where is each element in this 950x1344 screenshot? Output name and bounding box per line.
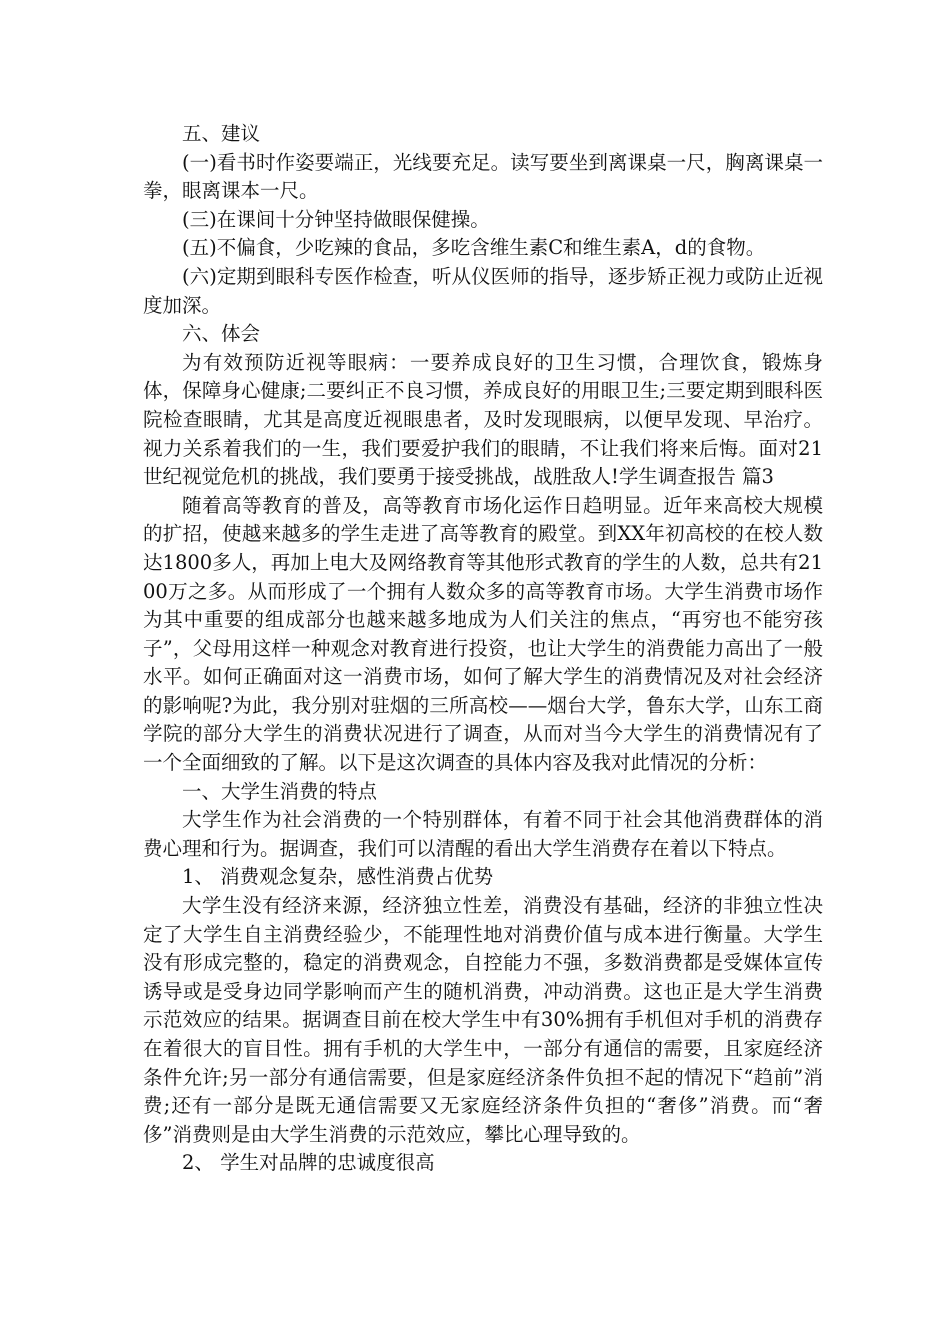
suggestion-3-paragraph: (三)在课间十分钟坚持做眼保健操。 (182, 207, 490, 231)
subheading-brand-loyalty: 2、 学生对品牌的忠诚度很高 (182, 1151, 435, 1175)
suggestion-6-paragraph: (六)定期到眼科专医作检查，听从仪医师的指导，逐步矫正视力或防止近视度加深。 (143, 264, 823, 317)
subheading-consumption-concept: 1、 消费观念复杂，感性消费占优势 (182, 865, 494, 889)
consumption-concept-paragraph: 大学生没有经济来源，经济独立性差，消费没有基础，经济的非独立性决定了大学生自主消费经验少，不能理性地对消费价值与成本进行衡量。大学生没有形成完整的，稳定的消费观念，自控能力不强，多数消费都是受媒体宣传诱导或是受身边同学影响而产生的随机消费，冲动消费。这也正是大学生消费示范效应的结果。据调查目前在校大学生中有30%拥有手机但对手机的消费存在着很大的盲目性。拥有手机的大学生中，一部分有通信的需要，且家庭经济条件允许;另一部分有通信需要，但是家庭经济条件负担不起的情况下“趋前”消费;还有一部分是既无通信需要又无家庭经济条件负担的“奢侈”消费。而“奢侈”消费则是由大学生消费的示范效应，攀比心理导致的。 (143, 894, 823, 1146)
section-heading-reflection: 六、体会 (182, 322, 261, 346)
suggestion-5-paragraph: (五)不偏食，少吃辣的食品，多吃含维生素C和维生素A，d的食物。 (182, 236, 766, 260)
section-heading-suggestions: 五、建议 (182, 122, 261, 145)
intro-paragraph: 随着高等教育的普及，高等教育市场化运作日趋明显。近年来高校大规模的扩招，使越来越多的学生走进了高等教育的殿堂。到XX年初高校的在校人数达1800多人，再加上电大及网络教育等其他形式教育的学生的人数，总共有2100万之多。从而形成了一个拥有人数众多的高等教育市场。大学生消费市场作为其中重要的组成部分也越来越多地成为人们关注的焦点，“再穷也不能穷孩子”，父母用这样一种观念对教育进行投资，也让大学生的消费能力高出了一般水平。如何正确面对这一消费市场，如何了解大学生的消费情况及对社会经济的影响呢?为此，我分别对驻烟的三所高校——烟台大学，鲁东大学，山东工商学院的部分大学生的消费状况进行了调查，从而对当今大学生的消费情况有了一个全面细致的了解。以下是这次调查的具体内容及我对此情况的分析： (143, 493, 823, 775)
features-intro-paragraph: 大学生作为社会消费的一个特别群体，有着不同于社会其他消费群体的消费心理和行为。据调查，我们可以清醒的看出大学生消费存在着以下特点。 (143, 808, 823, 860)
document-body (143, 120, 823, 1178)
section-heading-features: 一、大学生消费的特点 (182, 779, 378, 803)
suggestion-1-paragraph: (一)看书时作姿要端正，光线要充足。读写要坐到离课桌一尺，胸离课桌一拳，眼离课本一尺。 (143, 150, 823, 203)
reflection-paragraph: 为有效预防近视等眼病：一要养成良好的卫生习惯，合理饮食，锻炼身体，保障身心健康;二要纠正不良习惯，养成良好的用眼卫生;三要定期到眼科医院检查眼睛，尤其是高度近视眼患者，及时发现眼病，以便早发现、早治疗。视力关系着我们的一生，我们要爱护我们的眼睛，不让我们将来后悔。面对21世纪视觉危机的挑战，我们要勇于接受挑战，战胜敌人!学生调查报告 篇3 (143, 350, 823, 489)
